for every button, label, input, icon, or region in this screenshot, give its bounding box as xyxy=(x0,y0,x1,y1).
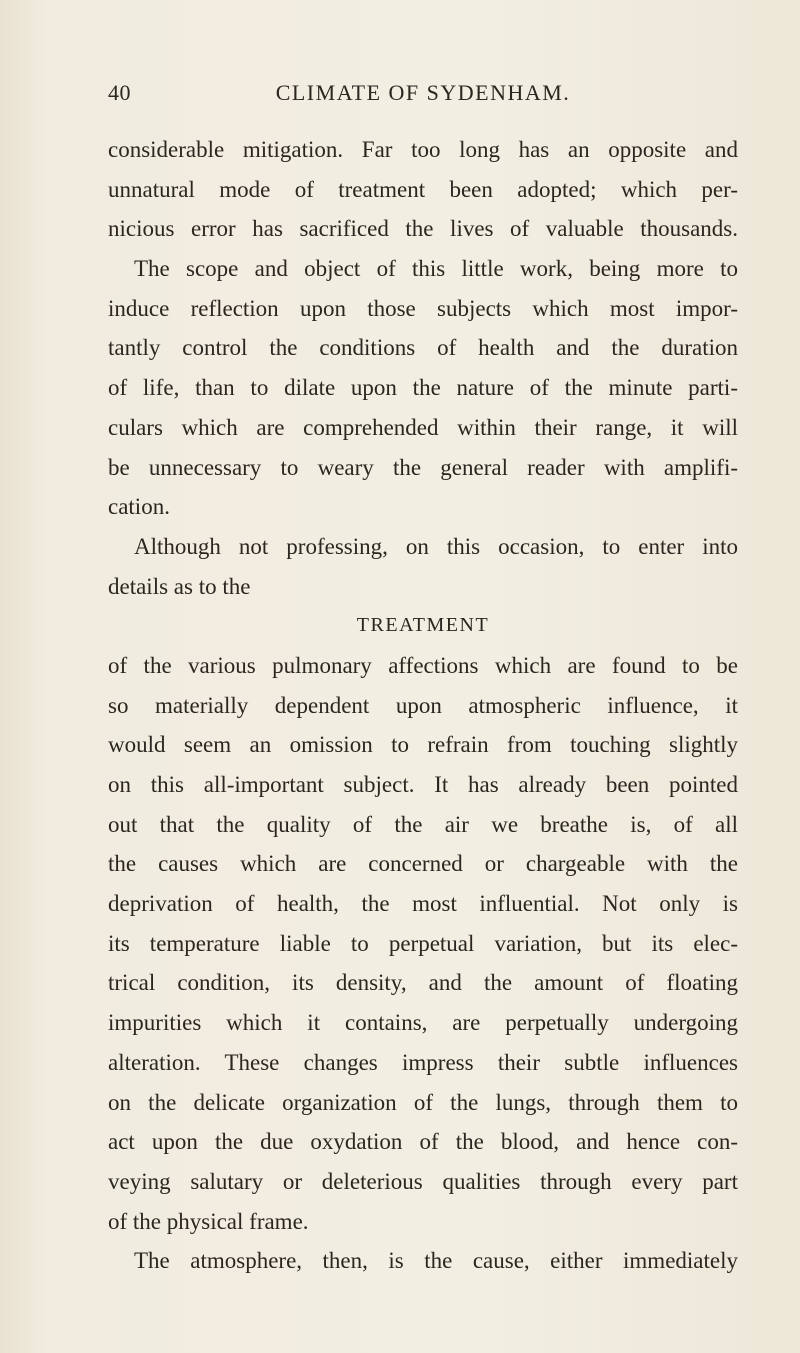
text-line: unnatural mode of treatment been adopted; which per- xyxy=(108,176,738,202)
text-line: its temperature liable to perpetual variation, but its elec- xyxy=(108,930,738,956)
text-line: impurities which it contains, are perpetually undergoing xyxy=(108,1010,738,1036)
text-line: out that the quality of the air we breathe is, of all xyxy=(108,811,738,837)
text-line: act upon the due oxydation of the blood, and hence con- xyxy=(108,1129,738,1155)
text-line: tantly control the conditions of health and the duration xyxy=(108,335,738,361)
text-line: veying salutary or deleterious qualities through every part xyxy=(108,1168,738,1194)
text-line: Although not professing, on this occasion, to enter into xyxy=(134,533,738,559)
text-line: The atmosphere, then, is the cause, either immediately xyxy=(134,1248,738,1274)
text-line: be unnecessary to weary the general reader with amplifi- xyxy=(108,454,738,480)
running-head xyxy=(108,80,738,110)
body-text xyxy=(108,130,738,1281)
text-line: of life, than to dilate upon the nature of the minute parti- xyxy=(108,375,738,401)
page-number: 40 xyxy=(108,80,131,105)
text-line: on this all-important subject. It has already been pointed xyxy=(108,772,738,797)
text-line: the causes which are concerned or chargeable with the xyxy=(108,851,738,877)
text-line: The scope and object of this little work, being more to xyxy=(134,256,738,282)
text-line: alteration. These changes impress their subtle influences xyxy=(108,1049,738,1075)
text-line: details as to the xyxy=(108,573,251,599)
text-line: of the physical frame. xyxy=(108,1208,309,1234)
running-title: CLIMATE OF SYDENHAM. xyxy=(275,80,571,105)
text-line: would seem an omission to refrain from touching slightly xyxy=(108,732,738,758)
text-line: cation. xyxy=(108,494,170,520)
text-line: considerable mitigation. Far too long has an opposite and xyxy=(108,137,738,162)
text-line: of the various pulmonary affections which are found to be xyxy=(108,652,738,678)
text-line: trical condition, its density, and the amount of floating xyxy=(108,970,738,996)
text-line: deprivation of health, the most influential. Not only is xyxy=(108,891,738,917)
text-line: induce reflection upon those subjects which most impor- xyxy=(108,295,738,321)
section-heading: TREATMENT xyxy=(356,614,490,637)
text-line: on the delicate organization of the lungs, through them to xyxy=(108,1089,738,1115)
text-line: so materially dependent upon atmospheric influence, it xyxy=(108,692,738,718)
text-line: nicious error has sacrificed the lives of valuable thousands. xyxy=(108,216,738,242)
text-line: culars which are comprehended within their range, it will xyxy=(108,414,738,440)
